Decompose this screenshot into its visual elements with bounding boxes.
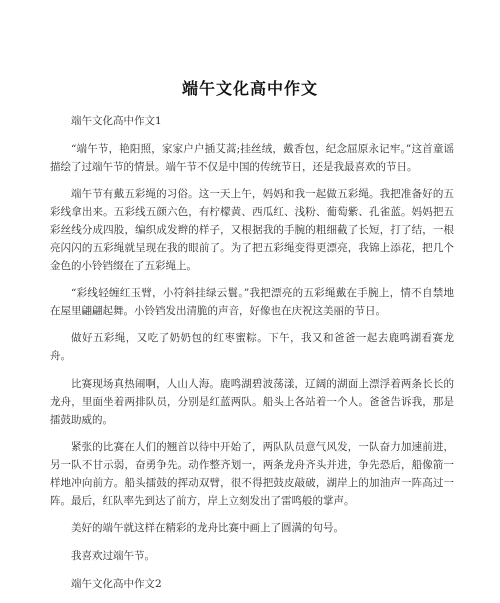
paragraph: 我喜欢过端午节。 [71,550,155,562]
paragraph: 美好的端午就这样在精彩的龙舟比赛中画上了圆满的句号。 [71,522,344,534]
paragraph: 做好五彩绳，又吃了奶奶包的红枣蜜粽。下午，我又和爸爸一起去鹿鸣湖看赛龙舟。 [50,332,454,362]
paragraph: “彩线轻缠红玉臂，小符斜挂绿云鬟。”我把漂亮的五彩绳戴在手腕上，情不自禁地在屋里翩翩起舞。小铃铛发出清脆的声音，好像也在庆祝这美丽的节日。 [50,287,454,317]
essay-heading-2: 端午文化高中作文2 [71,578,162,590]
essay-heading-1: 端午文化高中作文1 [71,115,162,127]
paragraph: “端午节，艳阳照，家家户户插艾蒿;挂丝绒，戴香包，纪念屈原永记牢。”这首童谣描绘了过端午节的情景。端午节不仅是中国的传统节日，还是我最喜欢的节日。 [50,143,454,173]
paragraph: 端午节有戴五彩绳的习俗。这一天上午，妈妈和我一起做五彩绳。我把准备好的五彩线拿出来。五彩线五颜六色，有柠檬黄、西瓜红、浅粉、葡萄紫、孔雀蓝。妈妈把五彩丝线分成四股，编织成发辫的样子，又根据我的手腕的粗细截了长短，打了结，一根亮闪闪的五彩绳就呈现在我的眼前了。为了把五彩绳变得更漂亮，我锦上添花，把几个金色的小铃铛缀在了五彩绳上。 [50,188,454,272]
paragraph: 比赛现场真热闹啊，人山人海。鹿鸣湖碧波荡漾，辽阔的湖面上漂浮着两条长长的龙舟，里面坐着两排队员，分别是红蓝两队。船头上各站着一个人。爸爸告诉我，那是擂鼓助威的。 [50,378,454,426]
document-title: 端午文化高中作文 [181,79,318,98]
document-body [50,112,454,603]
paragraph: 紧张的比赛在人们的翘首以待中开始了，两队队员意气风发，一队奋力加速前进，另一队不甘示弱，奋勇争先。动作整齐划一，两条龙舟齐头并进，争先恐后，船像箭一样地冲向前方。船头擂鼓的挥动双臂，很不得把鼓皮敲破，湖岸上的加油声一阵高过一阵。最后，红队率先到达了前方，岸上立刻发出了雷鸣般的掌声。 [50,441,454,507]
